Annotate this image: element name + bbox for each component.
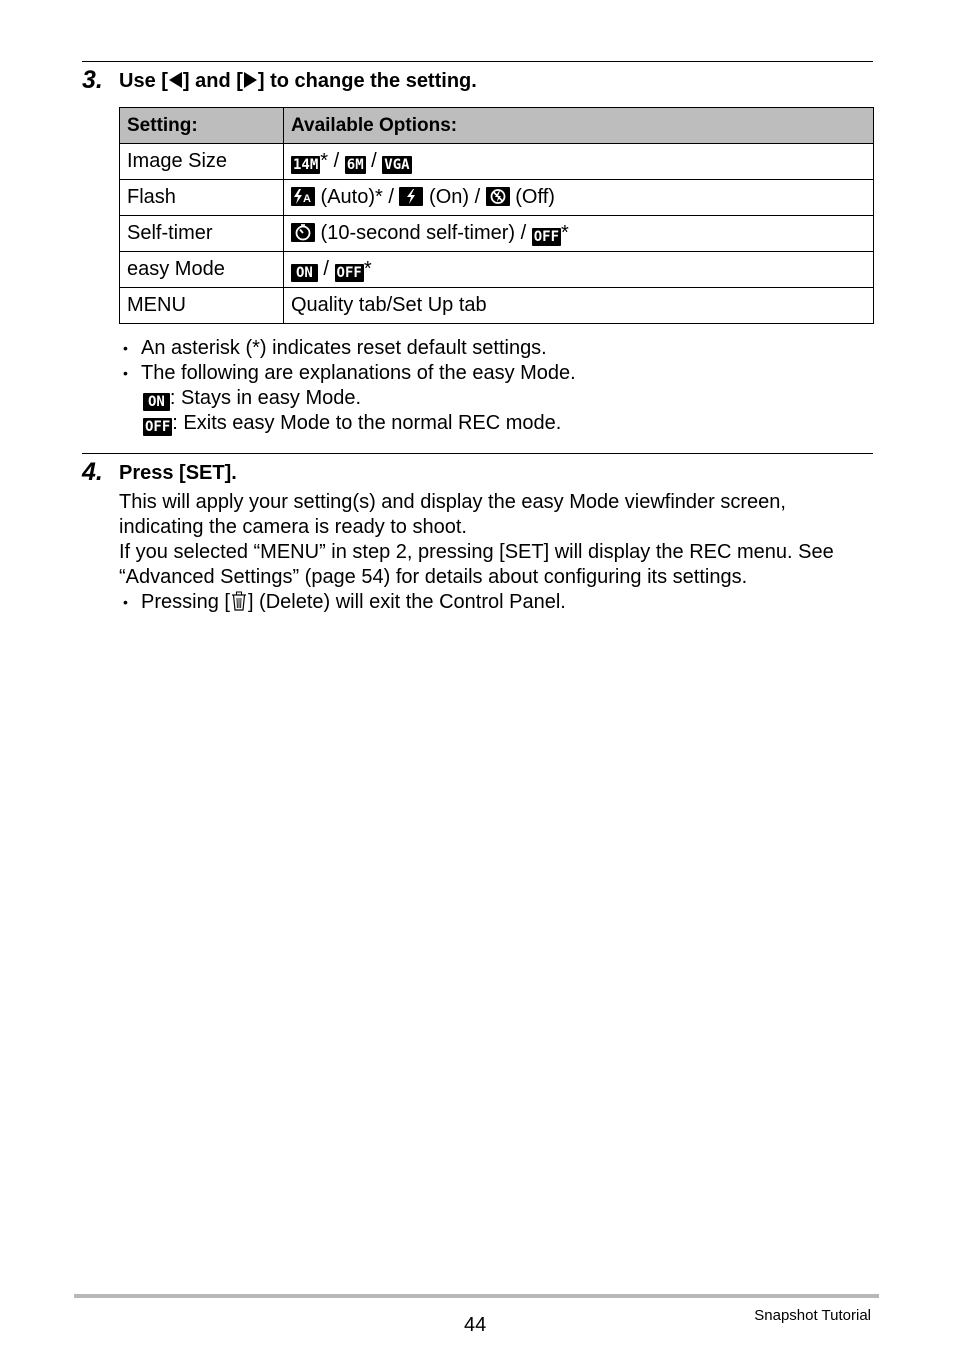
- flash-auto-text: (Auto)* /: [315, 186, 400, 208]
- separator: /: [365, 149, 383, 172]
- step4-number: 4.: [82, 458, 103, 486]
- separator: /: [317, 257, 335, 280]
- table-header-row: [120, 108, 874, 144]
- footer-section-title: Snapshot Tutorial: [754, 1307, 871, 1324]
- flash-on-text: (On) /: [423, 186, 486, 208]
- options-menu: Quality tab/Set Up tab: [284, 288, 874, 324]
- note-on: [121, 386, 576, 411]
- options-image-size: [284, 144, 874, 180]
- easy-mode-on-icon: ON: [291, 264, 318, 282]
- image-size-14m-icon: 14M: [293, 156, 319, 173]
- note-easy-mode: • The following are explanations of the easy Mode.: [121, 361, 576, 386]
- self-timer-text: (10-second self-timer) /: [315, 221, 532, 244]
- note-asterisk: • An asterisk (*) indicates reset default settings.: [121, 336, 576, 361]
- options-self-timer: [284, 216, 874, 252]
- flash-on-icon: [399, 187, 423, 206]
- options-flash: [284, 180, 874, 216]
- note-on-text: : Stays in easy Mode.: [169, 387, 362, 409]
- separator: /: [328, 149, 345, 172]
- flash-off-icon: [486, 187, 510, 206]
- image-size-vga-icon: VGA: [384, 156, 410, 173]
- options-easy-mode: [284, 252, 874, 288]
- step4-title: Press [SET].: [119, 462, 237, 484]
- setting-self-timer: Self-timer: [120, 216, 284, 252]
- easy-mode-off-icon: OFF: [145, 419, 171, 435]
- step4-para2-line1: If you selected “MENU” in step 2, pressing [SET] will display the REC menu. See: [119, 541, 834, 563]
- image-size-6m-icon: 6M: [346, 156, 364, 173]
- asterisk: *: [320, 149, 329, 172]
- step3-title-prefix: Use [: [119, 70, 168, 92]
- step3-title: [119, 70, 477, 93]
- setting-flash: Flash: [120, 180, 284, 216]
- self-timer-off-icon: OFF: [533, 228, 560, 245]
- table-row: [120, 216, 874, 252]
- setting-easy-mode: easy Mode: [120, 252, 284, 288]
- step3-number: 3.: [82, 66, 103, 94]
- step3-notes: [121, 336, 576, 436]
- step4-para1-line2: indicating the camera is ready to shoot.: [119, 516, 467, 538]
- setting-image-size: Image Size: [120, 144, 284, 180]
- svg-text:A: A: [303, 193, 311, 205]
- footer-rule: [74, 1294, 879, 1298]
- settings-table: [119, 107, 874, 324]
- left-arrow-icon: [169, 72, 182, 88]
- trash-icon: [230, 590, 248, 612]
- step4-para2-line2: “Advanced Settings” (page 54) for details about configuring its settings.: [119, 566, 748, 588]
- step4-bullet: • Pressing [ ] (Delete) will exit the Control Panel.: [123, 591, 566, 613]
- step3-top-rule: [82, 61, 873, 62]
- note-off-text: : Exits easy Mode to the normal REC mode.: [172, 412, 562, 434]
- easy-mode-on-icon: ON: [143, 393, 170, 411]
- right-arrow-icon: [244, 72, 257, 88]
- step4-para1-line1: This will apply your setting(s) and display the easy Mode viewfinder screen,: [119, 491, 786, 513]
- step3-title-suffix: ] to change the setting.: [257, 70, 477, 92]
- step3-title-mid: ] and [: [182, 70, 243, 92]
- step4-bullet-prefix: Pressing [: [141, 591, 230, 613]
- step4-body: [119, 490, 879, 615]
- table-row: [120, 252, 874, 288]
- note-off: [121, 411, 576, 436]
- step4-top-rule: [82, 453, 873, 454]
- self-timer-icon: [291, 223, 315, 242]
- setting-menu: MENU: [120, 288, 284, 324]
- step4-bullet-suffix: ] (Delete) will exit the Control Panel.: [247, 591, 566, 613]
- table-row: [120, 144, 874, 180]
- flash-auto-icon: [291, 187, 315, 206]
- asterisk: *: [363, 257, 372, 280]
- table-row: [120, 288, 874, 324]
- easy-mode-off-icon: OFF: [336, 264, 362, 281]
- page-number: 44: [464, 1314, 487, 1336]
- header-options: Available Options:: [284, 108, 874, 144]
- asterisk: *: [561, 221, 569, 244]
- header-setting: Setting:: [120, 108, 284, 144]
- table-row: [120, 180, 874, 216]
- flash-off-text: (Off): [509, 186, 555, 208]
